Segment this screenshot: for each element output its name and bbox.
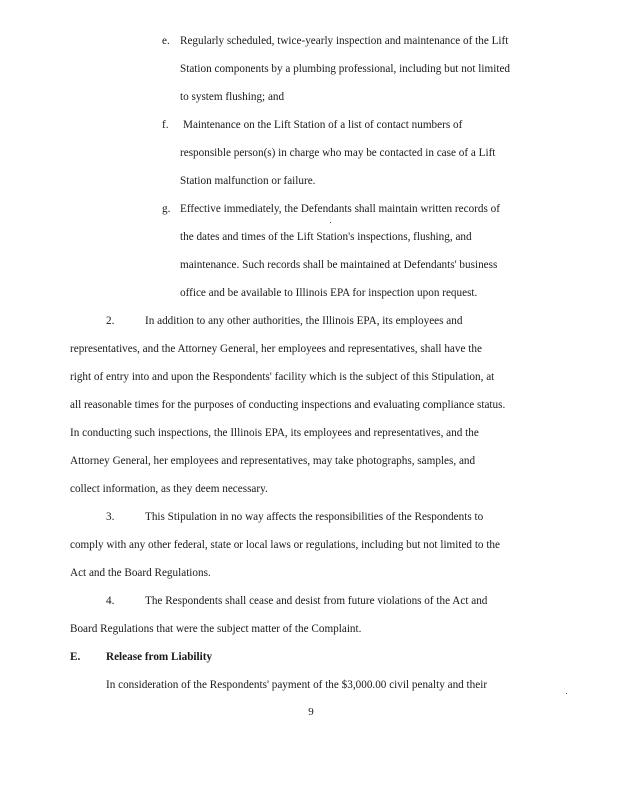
para-2-line-6: Attorney General, her employees and representatives, may take photographs, samples, and <box>70 455 476 467</box>
para-2-line-5: In conducting such inspections, the Illinois EPA, its employees and representatives, and the <box>70 427 479 439</box>
item-f-line-2: responsible person(s) in charge who may be contacted in case of a Lift <box>180 147 496 159</box>
para-2-line-1: In addition to any other authorities, the Illinois EPA, its employees and <box>145 315 463 327</box>
para-2-line-3: right of entry into and upon the Respondents' facility which is the subject of this Stipulation, at <box>70 371 495 383</box>
release-para-line-1: In consideration of the Respondents' payment of the $3,000.00 civil penalty and their <box>106 679 488 691</box>
para-2-line-7: collect information, as they deem necessary. <box>70 483 268 495</box>
para-4-line-2: Board Regulations that were the subject matter of the Complaint. <box>70 623 362 635</box>
para-4-number: 4. <box>106 595 115 607</box>
item-g-line-2: the dates and times of the Lift Station's inspections, flushing, and <box>180 231 472 243</box>
para-3-line-2: comply with any other federal, state or local laws or regulations, including but not limited to the <box>70 539 500 551</box>
para-3-line-3: Act and the Board Regulations. <box>70 567 211 579</box>
item-g-line-4: office and be available to Illinois EPA for inspection upon request. <box>180 287 478 299</box>
item-g-line-1: Effective immediately, the Defendants shall maintain written records of <box>180 203 500 215</box>
page-number: 9 <box>308 706 314 718</box>
para-3-number: 3. <box>106 511 115 523</box>
item-g-line-3: maintenance. Such records shall be maintained at Defendants' business <box>180 259 498 271</box>
item-g-marker: g. <box>162 203 171 215</box>
section-e-heading: Release from Liability <box>106 651 213 663</box>
scan-speck <box>330 222 331 223</box>
item-e-line-2: Station components by a plumbing professional, including but not limited <box>180 63 510 75</box>
item-f-line-1: Maintenance on the Lift Station of a list of contact numbers of <box>183 119 463 131</box>
item-e-marker: e. <box>162 35 170 47</box>
para-2-line-4: all reasonable times for the purposes of conducting inspections and evaluating compliance status. <box>70 399 506 411</box>
item-e-line-3: to system flushing; and <box>180 91 285 103</box>
para-2-number: 2. <box>106 315 115 327</box>
item-f-line-3: Station malfunction or failure. <box>180 175 316 187</box>
para-3-line-1: This Stipulation in no way affects the responsibilities of the Respondents to <box>145 511 484 523</box>
item-e-line-1: Regularly scheduled, twice-yearly inspection and maintenance of the Lift <box>180 35 509 47</box>
para-2-line-2: representatives, and the Attorney General, her employees and representatives, shall have the <box>70 343 482 355</box>
para-4-line-1: The Respondents shall cease and desist from future violations of the Act and <box>145 595 488 607</box>
section-e-letter: E. <box>70 651 81 663</box>
scan-speck <box>566 693 567 694</box>
item-f-marker: f. <box>162 119 169 131</box>
